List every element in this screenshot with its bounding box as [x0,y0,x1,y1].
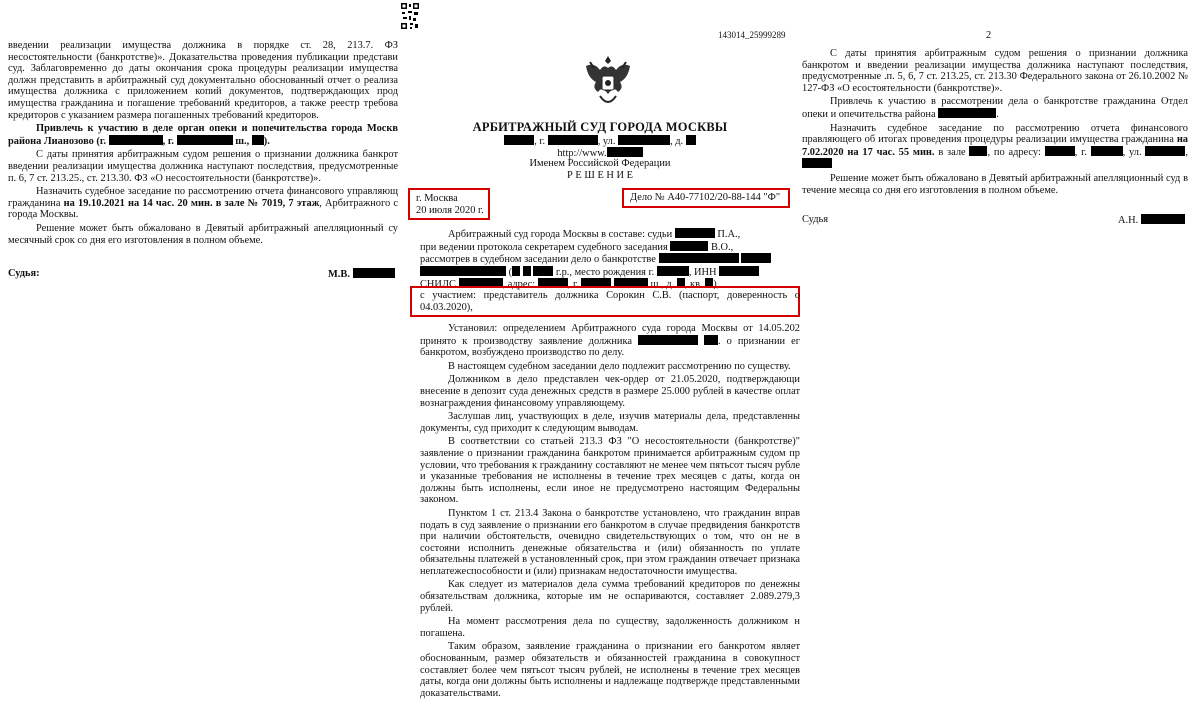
court-title: АРБИТРАЖНЫЙ СУД ГОРОДА МОСКВЫ [472,120,728,134]
court-address: , г. , ул. , д. [400,135,800,147]
right-judge-label: Судья [802,214,829,225]
redaction [618,135,670,145]
composition-line-3: рассмотрев в судебном заседании дело о банкротстве [420,253,800,266]
findings-paragraph-4: Заслушав лиц, участвующих в деле, изучив материалы дела, представленны документы, суд приходит к следующим выводам. [420,411,800,434]
right-paragraph-2: Привлечь к участию в рассмотрении дела о банкротстве гражданина Отдел опеки и опечительства района . [802,96,1188,120]
right-judge-name: А.Н. [1118,214,1185,226]
page-number: 2 [986,30,992,41]
redaction [607,147,643,157]
findings-paragraph-1: Установил: определением Арбитражного суда города Москвы от 14.05.202 принято к производству заявление должника . о признании ег банкротом, возбуждено производство по делу. [420,323,800,359]
redaction [659,253,739,263]
composition-line-5: СНИЛС , адрес: , г. ш., д. , кв. ), [420,279,720,291]
redaction [704,335,718,345]
redaction [523,266,531,276]
left-judge-name: М.В. [328,268,395,280]
redaction [938,108,996,118]
redaction [969,146,987,156]
document-page-middle [400,0,800,720]
decision-heading: Р Е Ш Е Н И Е [567,170,633,181]
qr-code-icon [400,2,420,30]
federation-line: Именем Российской Федерации [529,158,671,169]
findings-paragraph-8: На момент рассмотрения дела по существу, задолженность должником н погашена. [420,616,800,639]
findings-paragraph-6: Пунктом 1 ст. 213.4 Закона о банкротстве установлено, что гражданин вправ подать в суд заявление о признании его банкротом в случае предвидения банкротств при наличии обстоятельств, очевидно свидетельствующих о том, что он не в состояни исполнить денежные обязательства и (или) обязанность по уплате обязательны платежей в установленный срок, при этом гражданин отвечает признака неплатежеспособности и (или) признакам недостаточности имущества. [420,507,800,577]
composition-block [420,228,800,291]
redaction [252,135,264,145]
left-paragraph-1: введении реализации имущества должника в порядке ст. 28, 213.7. ФЗ несостоятельности (банкротстве)». Доказательства проведения публикации представи суд. Заблаговременно до даты окончания срока процедуры реализации имущества должн представить в арбитражный суд документально обоснованный отчет о реализа имущества должника с приложением копий документов, подтверждающих прод имущества гражданина и погашение требований кредиторов, а также реестр требова кредиторов с указанием размера погашенных требований кредиторов. [8,40,398,121]
case-number: Дело № А40-77102/20-88-144 "Ф" [630,192,781,203]
document-page-left [0,0,400,720]
findings-paragraph-9: Таким образом, заявление гражданина о признании его банкротом являет обоснованным, размер обязательств и обязанностей гражданина в совокупност составляет более чем пятьсот тысяч рублей, не исполнены в течение трех месяцев даты, когда они должны быть исполнены и надлежаще подтвержде представленными доказательствами. [420,641,800,699]
findings-paragraph-3: Должником в дело представлен чек-ордер от 21.05.2020, подтверждающи внесение в депозит суда денежных средств в размере 25.000 рублей в качестве оплат вознаграждения финансовому управляющему. [420,374,800,409]
redaction [675,228,715,238]
document-id: 143014_25999289 [718,30,786,40]
findings-paragraph-2: В настоящем судебном заседании дело подлежит рассмотрению по существу. [448,360,791,372]
document-page-right [800,0,1200,720]
findings-block [420,323,800,699]
redaction [512,266,520,276]
redaction [109,135,163,145]
left-paragraph-2: Привлечь к участию в деле орган опеки и попечительства города Москв района Лианозово (г. , г. ш., ). [8,123,398,147]
right-paragraph-4: Решение может быть обжаловано в Девятый арбитражный апелляционный суд в течение месяца со дня его изготовления в полном объеме. [802,172,1188,196]
redaction [638,335,698,345]
redaction [670,241,708,251]
participants: с участием: представитель должника Сорокин С.В. (паспорт, доверенность о 04.03.2020), [420,290,800,313]
composition-line-4: ( г.р., место рождения г. , ИНН [420,266,800,279]
right-paragraph-3: Назначить судебное заседание по рассмотрению отчета финансового правляющего об итогах проведения процедуры реализации имущества гражданина на 7.02.2020 на 17 час. 55 мин. в зале , по адресу: , г. , ул. , [802,123,1188,171]
redaction [504,135,534,145]
redaction [1145,146,1185,156]
redaction [1141,214,1185,224]
redaction [741,253,771,263]
findings-paragraph-5: В соответствии со статьей 213.3 ФЗ "О несостоятельности (банкротстве)" заявление о признании гражданина банкротом принимается арбитражным судом пр условии, что требования к гражданину составляют не менее чем пятьсот тысяч рубле и указанные требования не исполнены в течение трех месяцев с даты, когда он должны быть исполнены, если иное не предусмотрено настоящим Федеральны законом. [420,436,800,506]
redaction [353,268,395,278]
findings-paragraph-7: Как следует из материалов дела сумма требований кредиторов по денежны обязательствам должника, которые им не оспариваются, составляет 2.089.279,3 рублей. [420,579,800,614]
redaction [177,135,233,145]
coat-of-arms-icon [580,52,636,114]
redaction [657,266,689,276]
left-judge-label: Судья: [8,268,40,279]
left-body [8,40,398,246]
redaction [686,135,696,145]
redaction [420,266,506,276]
city-date: г. Москва 20 июля 2020 г. [416,193,484,216]
redaction [1045,146,1075,156]
redaction [533,266,553,276]
redaction [548,135,598,145]
court-website: http://www. [400,147,800,159]
left-paragraph-4: Назначить судебное заседание по рассмотрению отчета финансового управляющ гражданина на 19.10.2021 на 14 час. 20 мин. в зале № 7019, 7 этаж, Арбитражного с города Москвы. [8,186,399,221]
composition-line-1: Арбитражный суд города Москвы в составе: судьи П.А., [448,229,741,240]
left-paragraph-3: С даты принятия арбитражным судом решения о признании должника банкрот введении реализации имущества должника наступают последствия, предусмотренные п. 6, 7 ст. 213.25., ст. 213.30. ФЗ «О несостоятельности (банкротстве)». [8,149,398,184]
right-paragraph-1: С даты принятия арбитражным судом решения о признании должника банкротом и введении реализации имущества должника наступают последствия, предусмотренные .п. 5, 6, 7 ст. 213.25, ст. 213.30 Федерального закона от 26.10.2002 № 127-ФЗ «О есостоятельности (банкротстве)». [802,48,1188,94]
right-body [802,48,1188,196]
left-paragraph-5: Решение может быть обжаловано в Девятый арбитражный апелляционный су месячный срок со дня его изготовления в полном объеме. [8,222,398,246]
redaction [1091,146,1123,156]
redaction [719,266,759,276]
redaction [802,158,832,168]
composition-line-2: при ведении протокола секретарем судебного заседания В.О., [420,241,734,253]
